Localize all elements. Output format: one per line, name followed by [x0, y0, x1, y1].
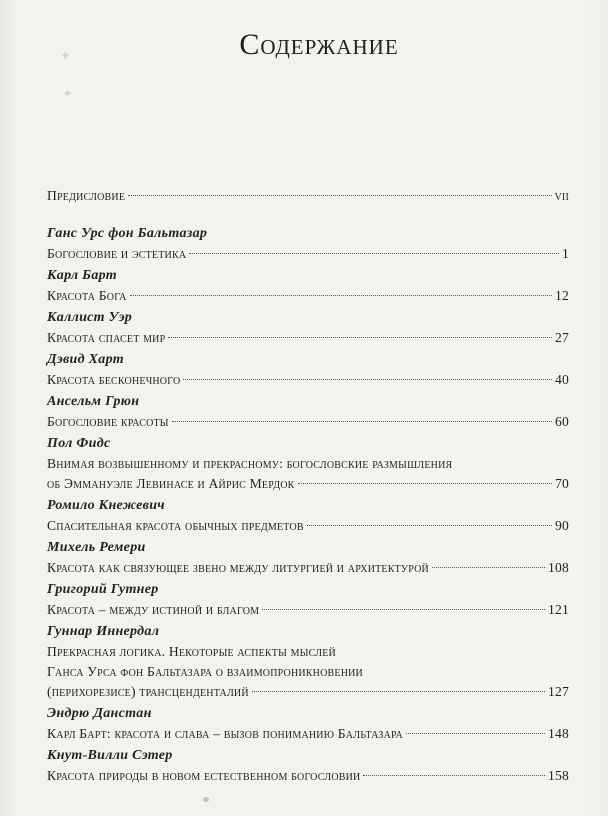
toc-entry-line: [47, 516, 569, 536]
toc-entry-page: 27: [555, 330, 569, 345]
toc-preface-title: Предисловие: [47, 188, 126, 203]
toc-entry-page: 12: [555, 288, 569, 303]
toc-entry[interactable]: [47, 580, 569, 620]
toc-entry-title: Красота как связующее звено между литургией и архитектурой: [47, 560, 429, 575]
toc-entry-author: Григорий Гутнер: [47, 582, 159, 597]
toc-entry-page: 90: [555, 518, 569, 533]
toc-entry-page: 40: [555, 372, 569, 387]
leader-dots: [168, 337, 552, 338]
toc-entry-title: Красота – между истиной и благом: [47, 602, 260, 617]
leader-dots: [262, 609, 545, 610]
bleed-through-mark: ✦: [60, 48, 72, 63]
toc-entry[interactable]: [47, 224, 569, 264]
leader-dots: [252, 691, 545, 692]
toc-entry-title: Внимая возвышенному и прекрасному: богословские размышления: [47, 456, 453, 471]
toc-entry-line: [47, 682, 569, 702]
toc-entry-title: Прекрасная логика. Некоторые аспекты мыслей: [47, 644, 336, 659]
toc-preface[interactable]: [47, 186, 569, 206]
toc-entry-line: [47, 662, 569, 682]
toc-entry[interactable]: [47, 746, 569, 786]
toc-entry-line: [47, 412, 569, 432]
toc-entry[interactable]: [47, 266, 569, 306]
leader-dots: [172, 421, 552, 422]
toc-entry-title: Богословие и эстетика: [47, 246, 187, 261]
toc-entry-page: 121: [548, 602, 569, 617]
toc-entry[interactable]: [47, 308, 569, 348]
toc-entry-line: [47, 474, 569, 494]
leader-dots: [298, 483, 552, 484]
toc-entry-page: 1: [562, 246, 569, 261]
toc-entry-title: Красота бесконечного: [47, 372, 181, 387]
toc-entry-title: Богословие красоты: [47, 414, 169, 429]
toc-entry-line: [47, 558, 569, 578]
toc-entry-page: 70: [555, 476, 569, 491]
toc-entry-title: Ганса Урса фон Бальтазара о взаимопроникновении: [47, 664, 363, 679]
toc-entry-line: [47, 328, 569, 348]
toc-entry[interactable]: [47, 496, 569, 536]
toc-entry-page: 148: [548, 726, 569, 741]
toc-entry-author: Эндрю Данстан: [47, 706, 152, 721]
leader-dots: [432, 567, 545, 568]
leader-dots: [130, 295, 552, 296]
toc-entry[interactable]: [47, 392, 569, 432]
leader-dots: [406, 733, 545, 734]
toc-entry-title: Красота природы в новом естественном богословии: [47, 768, 361, 783]
toc-entry-author: Каллист Уэр: [47, 310, 133, 325]
toc-entry-author: Михель Ремери: [47, 540, 146, 555]
toc-entry-author: Ромило Кнежевич: [47, 498, 165, 513]
table-of-contents: [47, 186, 569, 786]
toc-entry-line: [47, 286, 569, 306]
toc-entry-page: 158: [548, 768, 569, 783]
toc-entry-author: Кнут-Вилли Сэтер: [47, 748, 173, 763]
toc-entry[interactable]: [47, 538, 569, 578]
toc-entry[interactable]: [47, 622, 569, 702]
toc-entry-line: [47, 642, 569, 662]
leader-dots: [128, 195, 551, 196]
toc-entry-line: [47, 454, 569, 474]
toc-entry-title: об Эммануэле Левинасе и Айрис Мердок: [47, 476, 295, 491]
toc-entry-line: [47, 724, 569, 744]
toc-entry[interactable]: [47, 434, 569, 494]
leader-dots: [363, 775, 545, 776]
bleed-through-mark: ✦: [62, 86, 74, 101]
toc-entry-author: Карл Барт: [47, 268, 117, 283]
toc-entry-line: [47, 600, 569, 620]
toc-entry-title: Карл Барт: красота и слава – вызов пониманию Бальтазара: [47, 726, 403, 741]
toc-entry-line: [47, 370, 569, 390]
toc-entry-page: 127: [548, 684, 569, 699]
toc-entry[interactable]: [47, 350, 569, 390]
toc-entry-title: (перихорезисе) трансценденталий: [47, 684, 249, 699]
page-title: Содержание: [239, 28, 399, 61]
toc-entry-title: Спасительная красота обычных предметов: [47, 518, 304, 533]
page-smudge: [203, 797, 209, 802]
toc-entry-page: 60: [555, 414, 569, 429]
toc-entry-line: [47, 766, 569, 786]
leader-dots: [189, 253, 559, 254]
toc-entry-title: Красота спасет мир: [47, 330, 166, 345]
toc-entry-author: Гуннар Иннердал: [47, 624, 160, 639]
leader-dots: [307, 525, 552, 526]
toc-entry-author: Ганс Урс фон Бальтазар: [47, 226, 208, 241]
toc-entry-page: 108: [548, 560, 569, 575]
toc-entry-author: Дэвид Харт: [47, 352, 124, 367]
toc-entry[interactable]: [47, 704, 569, 744]
leader-dots: [183, 379, 552, 380]
toc-entry-author: Пол Фидс: [47, 436, 111, 451]
toc-entry-title: Красота Бога: [47, 288, 127, 303]
toc-entry-line: [47, 244, 569, 264]
toc-entry-author: Ансельм Грюн: [47, 394, 140, 409]
toc-preface-page: vii: [554, 188, 569, 203]
